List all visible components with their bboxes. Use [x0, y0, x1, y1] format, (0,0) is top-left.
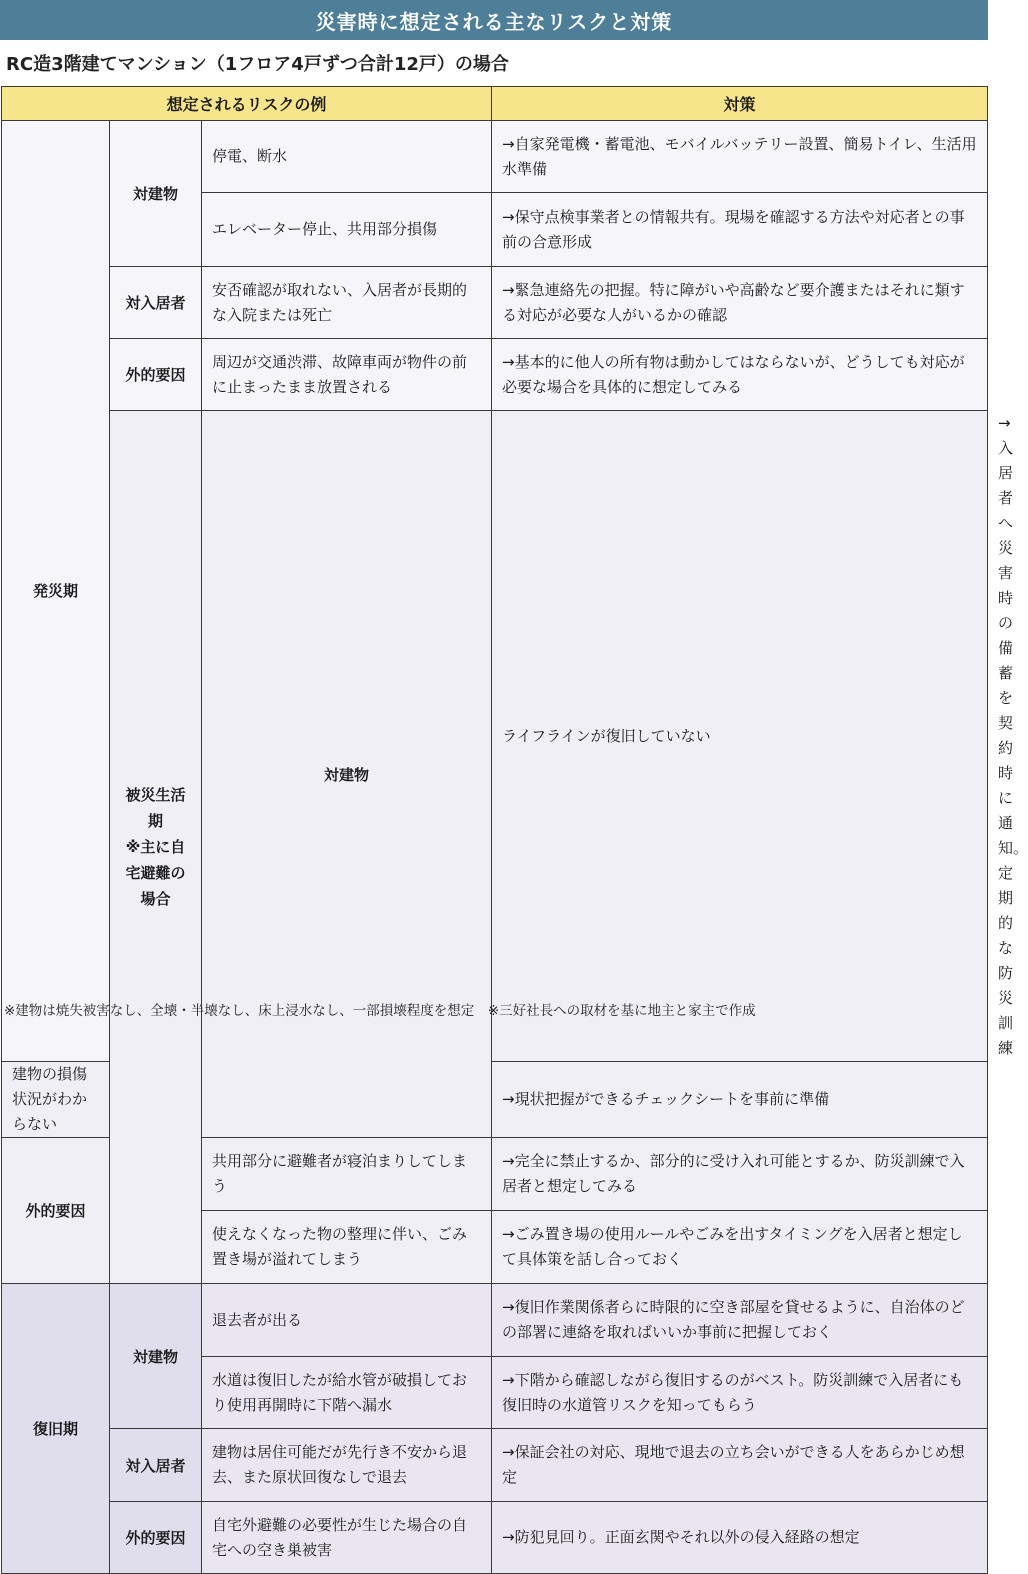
measure-cell: →保証会社の対応、現地で退去の立ち会いができる人をあらかじめ想定	[492, 1429, 988, 1502]
header-measure: 対策	[492, 87, 988, 121]
measure-cell: →保守点検事業者との情報共有。現場を確認する方法や対応者との事前の合意形成	[492, 193, 988, 267]
measure-cell: →下階から確認しながら復旧するのがベスト。防災訓練で入居者にも復旧時の水道管リスクを知ってもらう	[492, 1357, 988, 1429]
table-row	[2, 1429, 988, 1502]
measure-cell: →基本的に他人の所有物は動かしてはならないが、どうしても対応が必要な場合を具体的に想定してみる	[492, 339, 988, 411]
measure-cell: →緊急連絡先の把握。特に障がいや高齢など要介護またはそれに類する対応が必要な人がいるかの確認	[492, 267, 988, 339]
category-label: 対建物	[202, 411, 492, 1138]
phase-label: 復旧期	[2, 1284, 110, 1574]
category-label: 対建物	[110, 1284, 202, 1429]
measure-cell: →復旧作業関係者らに時限的に空き部屋を貸せるように、自治体のどの部署に連絡を取ればいいか事前に把握しておく	[492, 1284, 988, 1357]
phase-label: 発災期	[2, 121, 110, 1062]
table-row	[2, 267, 988, 339]
measure-cell: →防犯見回り。正面玄関やそれ以外の侵入経路の想定	[492, 1502, 988, 1574]
category-label: 外的要因	[2, 1138, 110, 1284]
table-row: 被災生活期 ※主に自宅避難の場合 対建物 ライフラインが復旧していない →入居者へ災害時の備蓄を契約時に通知。定期的な防災訓練	[2, 411, 988, 1062]
category-label: 外的要因	[110, 339, 202, 411]
risk-cell: 安否確認が取れない、入居者が長期的な入院または死亡	[202, 267, 492, 339]
risk-cell: 停電、断水	[202, 121, 492, 193]
page-subtitle: RC造3階建てマンション（1フロア4戸ずつ合計12戸）の場合	[6, 54, 509, 75]
category-label: 対入居者	[110, 1429, 202, 1502]
risk-cell: 水道は復旧したが給水管が破損しており使用再開時に下階へ漏水	[202, 1357, 492, 1429]
phase-note: ※主に自宅避難の場合	[125, 838, 186, 908]
header-risk: 想定されるリスクの例	[2, 87, 492, 121]
table-row	[2, 1284, 988, 1357]
risk-cell: 建物は居住可能だが先行き不安から退去、また原状回復なしで退去	[202, 1429, 492, 1502]
risk-cell: ライフラインが復旧していない	[492, 411, 988, 1062]
footnote: ※建物は焼失被害なし、全壊・半壊なし、床上浸水なし、一部損壊程度を想定 ※三好社長への取材を基に地主と家主で作成	[4, 1003, 756, 1019]
phase-label: 被災生活期	[125, 786, 186, 830]
risk-cell: エレベーター停止、共用部分損傷	[202, 193, 492, 267]
measure-cell: →ごみ置き場の使用ルールやごみを出すタイミングを入居者と想定して具体策を話し合っておく	[492, 1211, 988, 1284]
risk-cell: 建物の損傷状況がわからない	[2, 1062, 110, 1138]
table-row	[2, 339, 988, 411]
risk-cell: 周辺が交通渋滞、故障車両が物件の前に止まったまま放置される	[202, 339, 492, 411]
risk-cell: 共用部分に避難者が寝泊まりしてしまう	[202, 1138, 492, 1211]
table-row	[2, 1502, 988, 1574]
table-row	[2, 121, 988, 193]
category-label: 対入居者	[110, 267, 202, 339]
phase-cell	[110, 411, 202, 1284]
measure-cell: →自家発電機・蓄電池、モバイルバッテリー設置、簡易トイレ、生活用水準備	[492, 121, 988, 193]
risk-table	[1, 86, 1028, 1574]
risk-cell: 使えなくなった物の整理に伴い、ごみ置き場が溢れてしまう	[202, 1211, 492, 1284]
measure-cell: →現状把握ができるチェックシートを事前に準備	[492, 1062, 988, 1138]
risk-cell: 退去者が出る	[202, 1284, 492, 1357]
table-header-row	[2, 87, 988, 121]
category-label: 対建物	[110, 121, 202, 267]
measure-cell: →完全に禁止するか、部分的に受け入れ可能とするか、防災訓練で入居者と想定してみる	[492, 1138, 988, 1211]
risk-cell: 自宅外避難の必要性が生じた場合の自宅への空き巣被害	[202, 1502, 492, 1574]
page-title: 災害時に想定される主なリスクと対策	[0, 0, 988, 40]
category-label: 外的要因	[110, 1502, 202, 1574]
